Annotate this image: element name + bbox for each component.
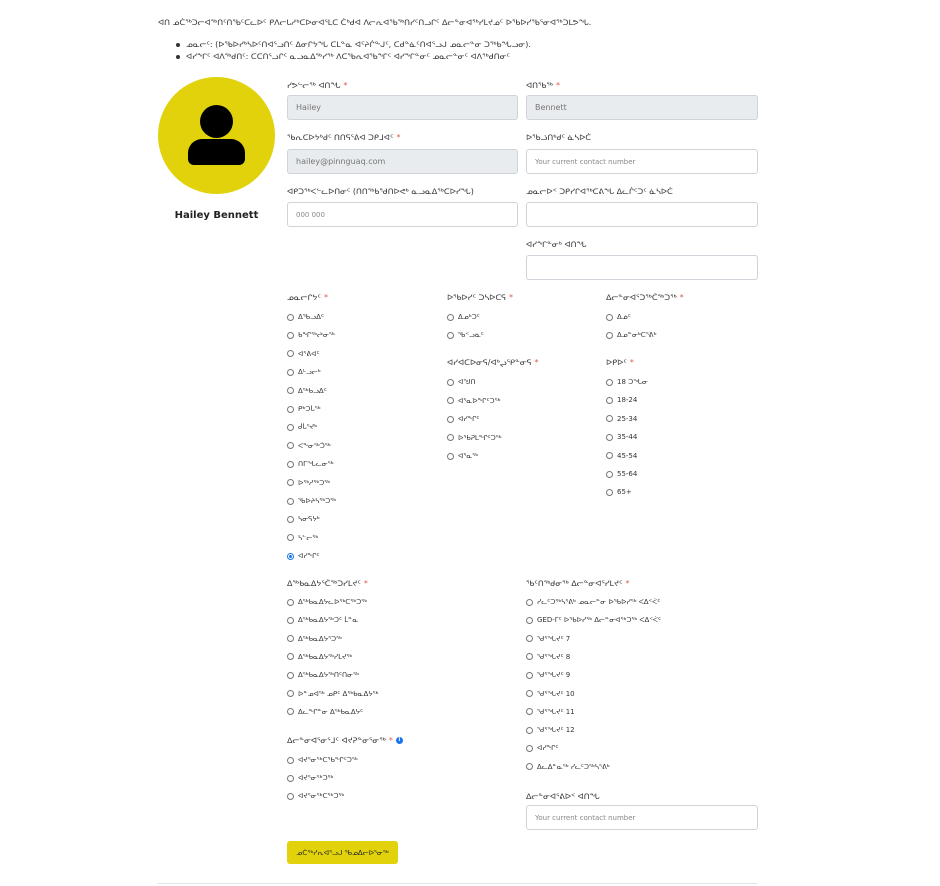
radio-option-label: 25-34: [617, 414, 638, 423]
language-option[interactable]: [447, 450, 478, 462]
training-label: ᐃᓕᓐᓂᐊᕐᓂᕐᒧᑦ ᐊᔪᕈᓐᓂᕐᓂᖅ * i: [287, 736, 403, 745]
language-option[interactable]: [447, 376, 476, 388]
email-label: ᖃᕆᑕᐅᔭᒃᑯᑦ ᑎᑎᕋᕐᕕᐊ ᑐᑭᒧᐊᑦ *: [287, 133, 401, 142]
radio-option-label: ᐅᓐᓄᐊᖅ ᓄᑭᑦ ᐃᖅᑲᓇᐃᔭᖅ: [298, 689, 379, 698]
radio-circle-icon[interactable]: [287, 672, 294, 679]
radio-circle-icon[interactable]: [447, 379, 454, 386]
avatar-user-icon: [158, 77, 275, 194]
education-option[interactable]: [526, 688, 575, 700]
intro-text: ᐊᑎ ᓄᑖᖅᑐᓕᐊᖅᑎᑦᑎᖃᑦᑕᓚᐅᑦ ᑭᐱᓕᒐᓱᒃᑕᐅᓂᐊᕐᒪᑕ ᑖᒃᑯᐊ ᐱᓕᕆᐊᖃᖅᑎᓯᑦᑎᓗᒋᑦ ᐃᓕᓐᓂᐊᖅᓯᒪᔪᓄᑦ ᐅᖃᐅᓯᖃᕐᓂᐊᖅᑐᒪᕗᖓ.: [158, 18, 592, 27]
radio-circle-icon[interactable]: [447, 397, 454, 404]
intro-bullets: [186, 39, 531, 63]
radio-circle-icon[interactable]: [287, 793, 294, 800]
info-circle-icon[interactable]: i: [396, 737, 403, 744]
radio-option-label: ᐅᖃᕈᒪᖏᑦᑐᖅ: [458, 433, 502, 442]
radio-option-label: ᐃᖅᑲᓗᐃᑦ: [298, 386, 327, 395]
postal-label: ᐊᑭᑐᖅᐸᓪᓚᐅᑎᓂᑦ (ᑎᑎᖅᑲᖁᑎᐅᕙᒃ ᓇᓗᓇᐃᖅᑕᐅᓯᖓ): [287, 187, 474, 196]
radio-option-label: ᓴᓪᓕᖅ: [298, 533, 319, 542]
radio-option-label: ᐃᖅᑲᓇᐃᔭᕐᑐᖅ: [298, 634, 342, 643]
employment-option[interactable]: [287, 651, 352, 663]
language-option[interactable]: [447, 432, 502, 444]
community-option[interactable]: [287, 421, 317, 433]
other-name-label: ᐊᓯᖏᓐᓂᒃ ᐊᑎᖓ: [526, 240, 587, 249]
education-option[interactable]: [526, 633, 570, 645]
first-name-input[interactable]: [287, 95, 518, 120]
profile-name: Hailey Bennett: [174, 210, 259, 221]
radio-option-label: ᖁᕐᖓᔪᑦ 10: [537, 689, 575, 698]
community-option[interactable]: [287, 366, 321, 378]
language-option[interactable]: [447, 395, 500, 407]
radio-option-label: ᐃᖅᑲᓇᐃᔭᓚᐅᖅᑕᖅᑐᖅ: [298, 598, 367, 606]
radio-option-label: ᖁᕐᖓᔪᑦ 12: [537, 726, 575, 735]
radio-circle-icon[interactable]: [526, 599, 533, 606]
age-option[interactable]: [606, 431, 637, 443]
radio-circle-icon[interactable]: [287, 314, 294, 321]
radio-circle-icon[interactable]: [606, 397, 613, 404]
radio-circle-icon[interactable]: [526, 617, 533, 624]
avatar-shoulders: [188, 139, 245, 165]
last-name-label: ᐊᑎᖃᖅ *: [526, 81, 560, 90]
radio-option-label: 18 ᑐᖓᓂ: [617, 378, 649, 386]
education-option[interactable]: [526, 651, 570, 663]
radio-option-label: ᖃᐅᔨᓴᖅᑐᖅ: [298, 497, 336, 505]
radio-circle-icon[interactable]: [287, 498, 294, 505]
radio-circle-icon[interactable]: [287, 757, 294, 764]
bullet-item: ᓄᓇᓕᑦ: (ᐅᖃᐅᓯᒃᓴᐅᑦᑎᐊᕐᓗᑎᑦ ᐃᓂᒋᔭᖓ ᑕᒪᓐᓇ ᐊᑦᔨᒌᖕᒍᑦ, ᑕᑯᓐᓈᑦᑎᐊᕐᓗᒍ ᓄᓇᓕᓐᓂ ᑐᖅᑲᖓᓗᓂ).: [186, 40, 531, 49]
age-option[interactable]: [606, 468, 637, 480]
community-contact-label: ᓄᓇᓕᐅᑉ ᑐᑭᓯᒋᐊᖅᑕᕕᖓ ᐃᓚᒌᑦᑐᑦ ᓈᓴᐅᑖ: [526, 187, 673, 196]
radio-circle-icon[interactable]: [526, 672, 533, 679]
radio-circle-icon[interactable]: [526, 653, 533, 660]
radio-option-label: ᑎᒥᖓᓚᓂᖅ: [298, 460, 334, 469]
radio-circle-icon[interactable]: [606, 314, 613, 321]
radio-option-label: ᐃᓚᐃᓐᓇᖅ ᓯᓚᑦᑐᖅᓴᕐᕕᒃ: [537, 762, 610, 771]
community-option[interactable]: [287, 458, 334, 470]
radio-option-label: ᐊᔪᕐᓂᖅᑐᖅ: [298, 774, 334, 783]
radio-circle-icon[interactable]: [606, 452, 613, 459]
bullet-item: ᐊᓯᖏᑦ ᐊᐱᖅᑯᑎᑦ: ᑕᑕᑎᕐᓗᒋᑦ ᓇᓗᓇᐃᖅᓯᖅ ᐱᑕᖃᕆᐊᖃᖏᑦ ᐊᓯᖏᓐᓂᑦ ᓄᓇᓕᓐᓂᑦ ᐊᐱᖅᑯᑎᓂᑦ: [186, 51, 531, 63]
student-type-label: ᐃᓕᓐᓂᐊᕐᑐᖅᑖᖅᑐᖅ *: [606, 293, 684, 302]
radio-circle-icon[interactable]: [287, 599, 294, 606]
radio-option-label: ᓯᓚᑦᑐᖅᓴᕐᕕᒃ ᓄᓇᓕᓐᓂ ᐅᖃᐅᓯᖅ ᐸᐃᑉᐹᑦ: [537, 598, 661, 606]
employment-option[interactable]: [287, 633, 342, 645]
education-option[interactable]: [526, 724, 575, 736]
radio-option-label: 35-44: [617, 433, 638, 442]
employment-option[interactable]: [287, 614, 358, 626]
student-type-option[interactable]: [606, 311, 631, 323]
email-input[interactable]: [287, 149, 518, 174]
radio-circle-icon[interactable]: [287, 534, 294, 541]
employment-option[interactable]: [287, 669, 359, 681]
training-option[interactable]: [287, 772, 333, 784]
radio-circle-icon[interactable]: [606, 332, 613, 339]
radio-option-label: ᐊᕐᕕᐊᑦ: [298, 349, 320, 358]
radio-circle-icon[interactable]: [606, 415, 613, 422]
radio-option-label: ᑲᖏᖅᖠᓂᖅ: [298, 331, 335, 340]
radio-option-label: ᐃᖅᑲᓇᐃᔭᖅᑐᑦ ᒫᓐᓇ: [298, 616, 359, 625]
radio-circle-icon[interactable]: [287, 775, 294, 782]
education-option[interactable]: [526, 706, 575, 718]
radio-option-label: ᐊᔪᕐᓂᖅᑕᖃᖏᑦᑐᖅ: [298, 756, 358, 764]
radio-circle-icon[interactable]: [526, 708, 533, 715]
radio-circle-icon[interactable]: [526, 727, 533, 734]
radio-option-label: ᐊᖑᑎ: [458, 378, 476, 386]
phone-input[interactable]: [526, 149, 758, 174]
community-option[interactable]: [287, 440, 331, 452]
gender-option[interactable]: [447, 311, 480, 323]
education-option[interactable]: [526, 596, 660, 608]
radio-circle-icon[interactable]: [606, 471, 613, 478]
radio-circle-icon[interactable]: [526, 745, 533, 752]
radio-circle-icon[interactable]: [287, 617, 294, 624]
radio-circle-icon[interactable]: [606, 489, 613, 496]
phone-label: ᐅᖃᓘᑎᒃᑯᑦ ᓈᓴᐅᑖ: [526, 133, 592, 142]
radio-option-label: ᐃᓅᑦ: [617, 313, 631, 321]
radio-circle-icon[interactable]: [287, 653, 294, 660]
radio-option-label: ᐊᔪᕐᓂᖅᑕᖅᑐᖅ: [298, 792, 345, 801]
radio-option-label: ᖁᕐᖓᔪᑦ 8: [537, 652, 571, 661]
language-option[interactable]: [447, 413, 479, 425]
radio-option-label: ᐃᖅᑲᓇᐃᔭᖅᑎᑦᑎᓂᖅ: [298, 671, 359, 680]
community-option[interactable]: [287, 477, 330, 489]
radio-circle-icon[interactable]: [287, 516, 294, 523]
training-option[interactable]: [287, 790, 344, 802]
community-option[interactable]: [287, 329, 335, 341]
other-name-input[interactable]: [526, 255, 758, 280]
education-option[interactable]: [526, 614, 661, 626]
student-type-option[interactable]: [606, 329, 656, 341]
radio-circle-icon[interactable]: [287, 332, 294, 339]
employment-option[interactable]: [287, 596, 367, 608]
radio-option-label: 18-24: [617, 396, 638, 405]
radio-option-label: ᐅᖅᓱᖅᑐᖅ: [298, 478, 331, 487]
radio-circle-icon[interactable]: [287, 461, 294, 468]
postal-input[interactable]: [287, 202, 518, 227]
community-option[interactable]: [287, 403, 321, 415]
radio-circle-icon[interactable]: [287, 406, 294, 413]
radio-option-label: ᐃᓄᓐᓂᒃᑕᕐᕕᒃ: [617, 331, 657, 339]
radio-option-label: ᐃᖃᓗᐃᑦ: [298, 313, 324, 321]
radio-option-label: ᖁᕐᖓᔪᑦ 9: [537, 671, 571, 680]
community-option[interactable]: [287, 495, 336, 507]
age-option[interactable]: [606, 486, 632, 498]
radio-option-label: ᑭᒃᑐᒑᖅ: [298, 405, 321, 413]
radio-option-label: ᐃᓚᖏᓐᓂ ᐃᖅᑲᓇᐃᔭᑦ: [298, 707, 364, 716]
community-label: ᓄᓇᓕᒋᔭᑦ *: [287, 293, 328, 302]
radio-circle-icon[interactable]: [606, 434, 613, 441]
employment-option[interactable]: [287, 688, 378, 700]
radio-option-label: ᐊᕐᓇᖅ: [458, 452, 479, 460]
community-option[interactable]: [287, 348, 320, 360]
education-option[interactable]: [526, 742, 558, 754]
radio-circle-icon[interactable]: [526, 635, 533, 642]
employment-option[interactable]: [287, 706, 363, 718]
age-option[interactable]: [606, 376, 648, 388]
radio-circle-icon[interactable]: [287, 553, 294, 560]
radio-circle-icon[interactable]: [447, 453, 454, 460]
radio-option-label: 55-64: [617, 470, 638, 478]
radio-option-label: ᓴᓂᕋᔭᒃ: [298, 515, 320, 524]
age-option[interactable]: [606, 450, 637, 462]
age-label: ᐅᑭᐅᑦ *: [606, 358, 634, 367]
first-name-label: ᓯᕗᓪᓕᖅ ᐊᑎᖓ *: [287, 81, 348, 90]
age-option[interactable]: [606, 413, 637, 425]
radio-option-label: ᖃᑉᓗᓈᑦ: [458, 331, 484, 339]
radio-option-label: ᐃᒡᓗᓕᒃ: [298, 368, 321, 377]
radio-option-label: ᑰᒑᕐᔪᒃ: [298, 423, 317, 432]
school-name-input[interactable]: [526, 805, 758, 830]
radio-circle-icon[interactable]: [606, 379, 613, 386]
education-label: ᖃᑦᑎᖅᑯᓂᖅ ᐃᓕᓐᓂᐊᕐᓯᒪᔪᑦ *: [526, 579, 630, 588]
radio-option-label: ᐊᕐᓇᐅᖏᑦᑐᖅ: [458, 396, 501, 405]
radio-option-label: ᐊᓯᖏᑦ: [537, 744, 559, 753]
radio-option-label: ᐸᖕᓂᖅᑑᖅ: [298, 441, 331, 450]
radio-circle-icon[interactable]: [447, 416, 454, 423]
school-name-label: ᐃᓕᓐᓂᐊᕐᕕᐅᑉ ᐊᑎᖓ: [526, 792, 600, 801]
radio-circle-icon[interactable]: [287, 708, 294, 715]
community-option[interactable]: [287, 385, 327, 397]
radio-option-label: ᐃᓄᒃᑐᑦ: [458, 313, 480, 321]
radio-circle-icon[interactable]: [447, 434, 454, 441]
age-option[interactable]: [606, 394, 637, 406]
submit-button[interactable]: ᓄᑖᖅᓯᕆᐊᕐᓗᒍ ᖃᓄᐃᓕᐅᕐᓂᖅ: [287, 841, 398, 864]
radio-option-label: ᐃᖅᑲᓇᐃᔭᖅᓯᒪᔪᖅ: [298, 652, 353, 661]
avatar-head: [200, 105, 233, 138]
radio-circle-icon[interactable]: [287, 479, 294, 486]
footer-divider: [158, 883, 758, 884]
radio-option-label: 65+: [617, 488, 632, 497]
education-option[interactable]: [526, 761, 610, 773]
radio-circle-icon[interactable]: [526, 690, 533, 697]
radio-option-label: ᐊᓯᖏᑦ: [298, 552, 320, 561]
radio-circle-icon[interactable]: [287, 690, 294, 697]
employment-label: ᐃᖅᑲᓇᐃᔭᕐᑖᖅᑐᓯᒪᔪᑦ *: [287, 579, 368, 588]
radio-option-label: ᐊᓯᖏᑦ: [458, 415, 480, 423]
community-option[interactable]: [287, 550, 319, 562]
education-option[interactable]: [526, 669, 570, 681]
radio-circle-icon[interactable]: [287, 387, 294, 394]
radio-circle-icon[interactable]: [287, 635, 294, 642]
community-option[interactable]: [287, 311, 324, 323]
language-label: ᐊᓯᐊᑕᐅᓂᕋ/ᐊᒃᖢᕿᓐᓂᕋ *: [447, 358, 539, 367]
radio-circle-icon[interactable]: [287, 442, 294, 449]
training-option[interactable]: [287, 754, 358, 766]
radio-circle-icon[interactable]: [287, 369, 294, 376]
radio-circle-icon[interactable]: [287, 424, 294, 431]
gender-label: ᐅᖃᐅᓯᑦ ᑐᓴᐅᑕᕋ *: [447, 293, 513, 302]
radio-option-label: GED-ᒥᑦ ᐅᖃᐅᓯᖅ ᐃᓕᓐᓂᐊᖅᑐᖅ ᐸᐃᑉᐹᑦ: [537, 616, 662, 625]
community-contact-input[interactable]: [526, 202, 758, 227]
radio-option-label: 45-54: [617, 451, 638, 460]
community-option[interactable]: [287, 532, 318, 544]
radio-circle-icon[interactable]: [447, 314, 454, 321]
radio-option-label: ᖁᕐᖓᔪᑦ 11: [537, 707, 575, 716]
radio-circle-icon[interactable]: [526, 763, 533, 770]
gender-option[interactable]: [447, 329, 484, 341]
radio-circle-icon[interactable]: [447, 332, 454, 339]
last-name-input[interactable]: [526, 95, 758, 120]
community-option[interactable]: [287, 513, 320, 525]
radio-option-label: ᖁᕐᖓᔪᑦ 7: [537, 634, 571, 643]
radio-circle-icon[interactable]: [287, 350, 294, 357]
